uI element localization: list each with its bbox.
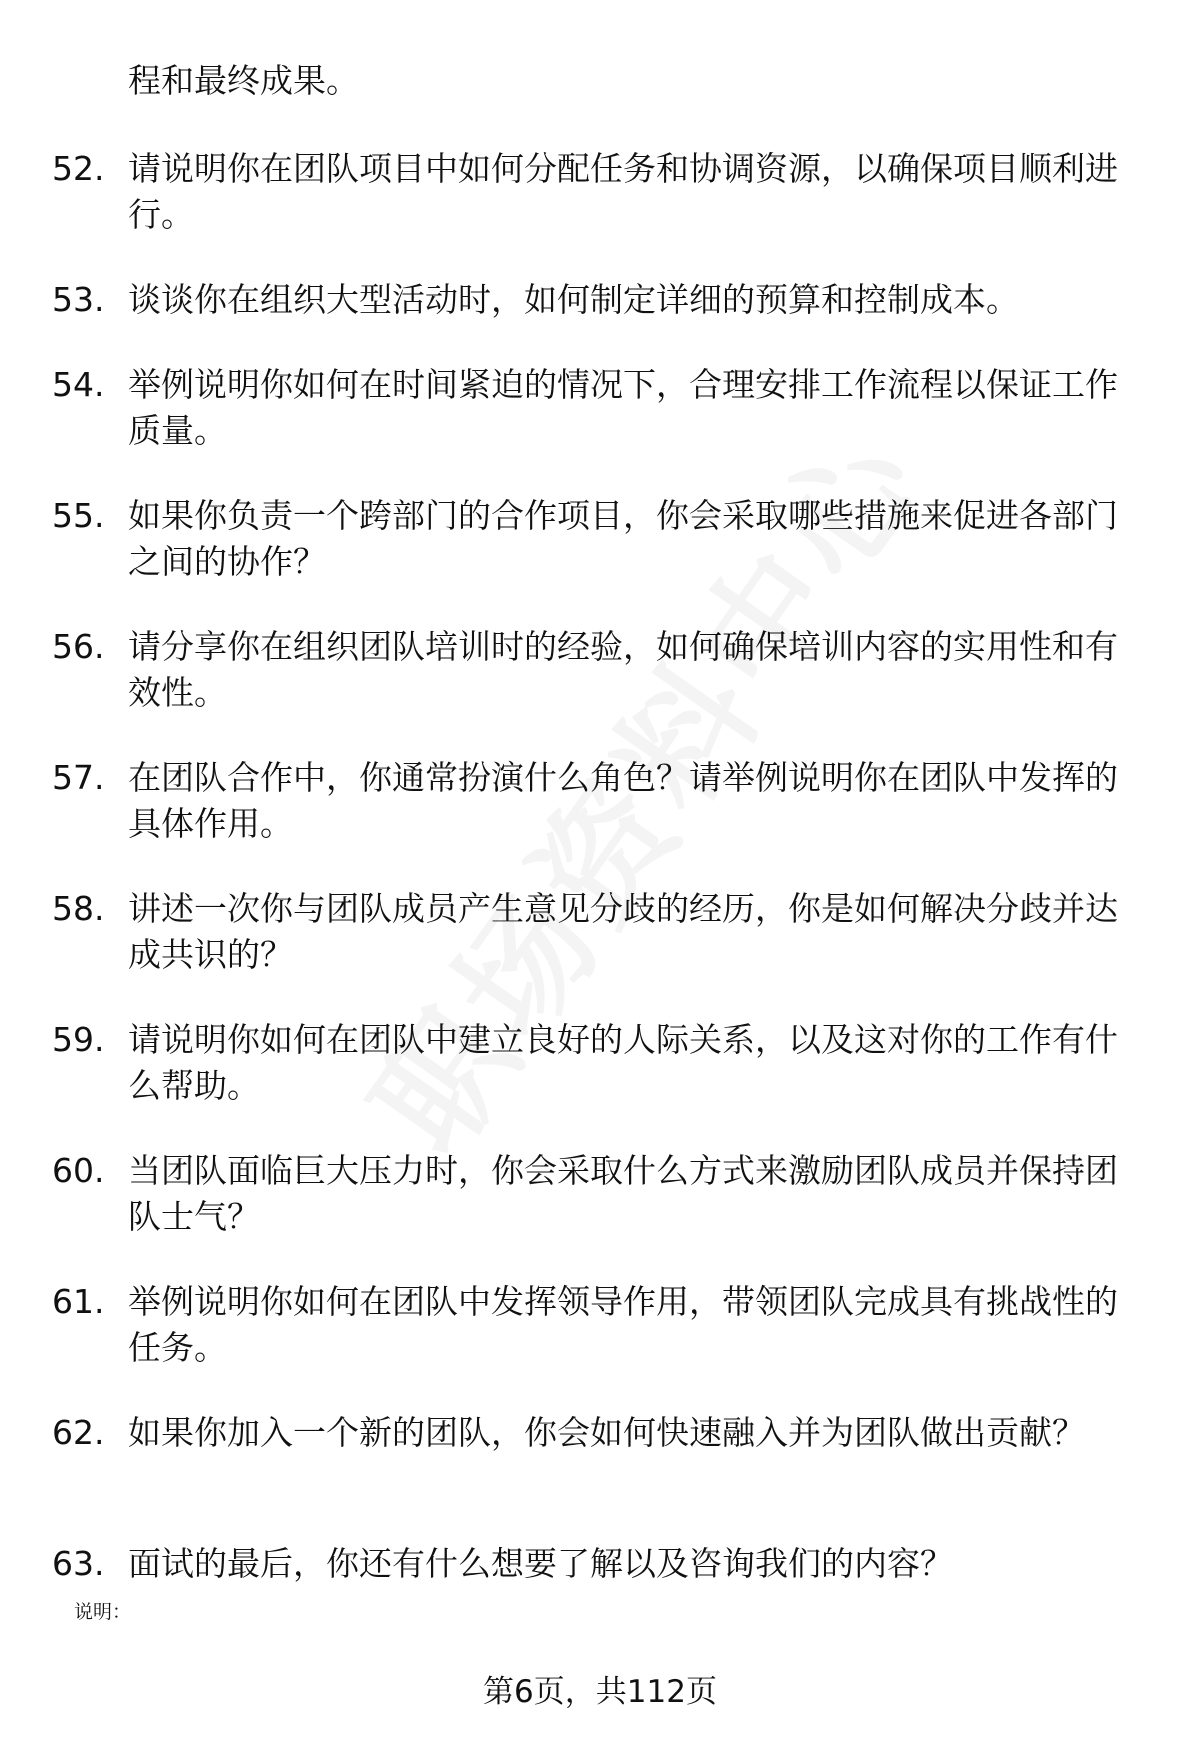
- question-number: 59.: [52, 1020, 105, 1059]
- question-text: 举例说明你如何在时间紧迫的情况下，合理安排工作流程以保证工作质量。: [128, 365, 1118, 450]
- question-text: 举例说明你如何在团队中发挥领导作用，带领团队完成具有挑战性的任务。: [128, 1282, 1118, 1367]
- question-number: 55.: [52, 496, 105, 535]
- question-number: 54.: [52, 365, 105, 404]
- question-item: [0, 493, 1200, 585]
- continuation-text: 程和最终成果。: [128, 61, 359, 100]
- question-number: 62.: [52, 1413, 105, 1452]
- question-item: [0, 277, 1200, 323]
- question-number: 52.: [52, 149, 105, 188]
- note-label: 说明：: [74, 1601, 132, 1623]
- question-item: [0, 1148, 1200, 1240]
- question-text: 如果你加入一个新的团队，你会如何快速融入并为团队做出贡献？: [128, 1413, 1085, 1452]
- question-number: 57.: [52, 758, 105, 797]
- question-number: 63.: [52, 1544, 105, 1583]
- question-number: 60.: [52, 1151, 105, 1190]
- question-number: 56.: [52, 627, 105, 666]
- question-text: 讲述一次你与团队成员产生意见分歧的经历，你是如何解决分歧并达成共识的？: [128, 889, 1118, 974]
- question-text: 谈谈你在组织大型活动时，如何制定详细的预算和控制成本。: [128, 280, 1019, 319]
- question-item: [0, 1279, 1200, 1371]
- question-number: 53.: [52, 280, 105, 319]
- question-item: [0, 1541, 1200, 1587]
- question-item: [0, 362, 1200, 454]
- question-text: 请说明你在团队项目中如何分配任务和协调资源，以确保项目顺利进行。: [128, 149, 1118, 234]
- question-item: [0, 146, 1200, 238]
- question-text: 请分享你在组织团队培训时的经验，如何确保培训内容的实用性和有效性。: [128, 627, 1118, 712]
- question-text: 请说明你如何在团队中建立良好的人际关系，以及这对你的工作有什么帮助。: [128, 1020, 1118, 1105]
- question-item: [0, 624, 1200, 716]
- question-number: 61.: [52, 1282, 105, 1321]
- question-item: [0, 1017, 1200, 1109]
- question-text: 当团队面临巨大压力时，你会采取什么方式来激励团队成员并保持团队士气？: [128, 1151, 1118, 1236]
- page-footer: 第6页，共112页: [483, 1674, 717, 1710]
- question-item: [0, 755, 1200, 847]
- question-text: 面试的最后，你还有什么想要了解以及咨询我们的内容？: [128, 1544, 953, 1583]
- question-item: [0, 1410, 1200, 1502]
- question-text: 在团队合作中，你通常扮演什么角色？请举例说明你在团队中发挥的具体作用。: [128, 758, 1118, 843]
- question-list: [0, 146, 1200, 1626]
- question-item: [0, 886, 1200, 978]
- question-text: 如果你负责一个跨部门的合作项目，你会采取哪些措施来促进各部门之间的协作？: [128, 496, 1118, 581]
- question-number: 58.: [52, 889, 105, 928]
